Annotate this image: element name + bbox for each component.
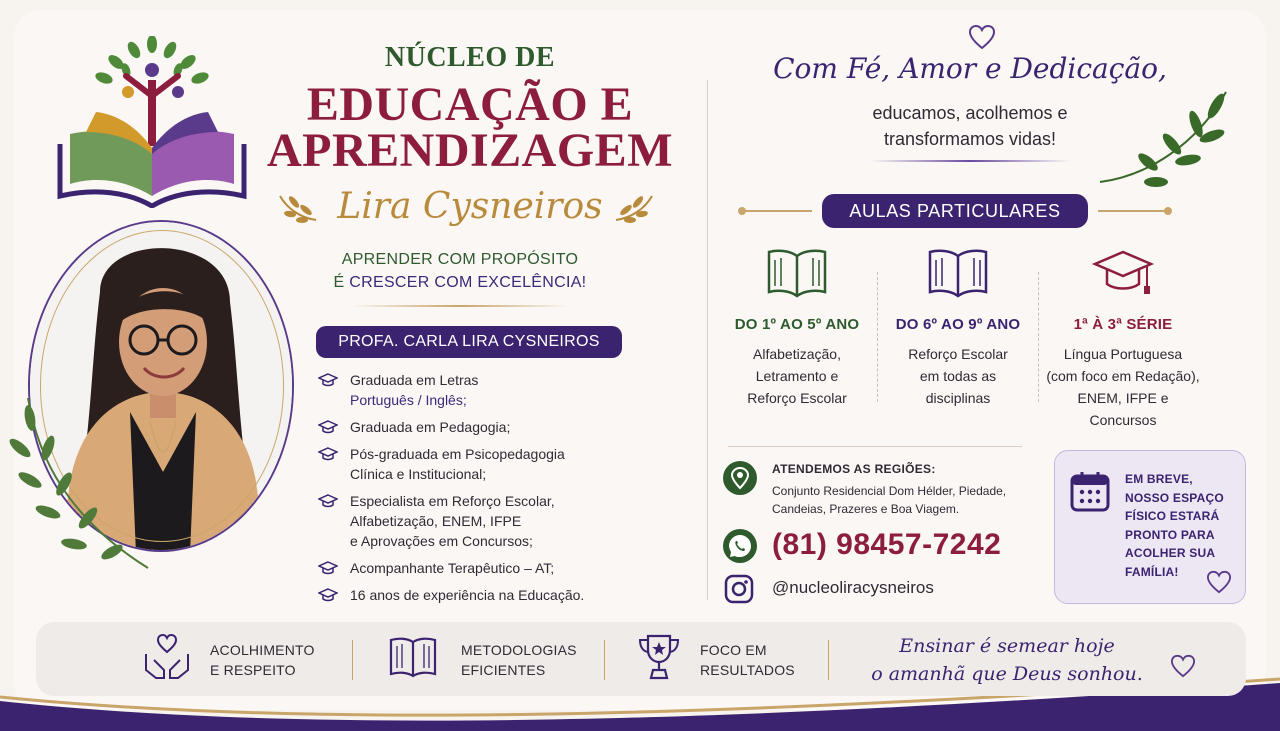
- graduation-cap-icon: [318, 587, 338, 603]
- credential-line: Clínica e Institucional;: [350, 466, 487, 482]
- tagline-line1: APRENDER COM PROPÓSITO: [341, 251, 579, 268]
- contact-divider: [728, 446, 1022, 447]
- motto-line1: educamos, acolhemos e: [872, 103, 1068, 123]
- brand-title-line2: APRENDIZAGEM: [266, 124, 673, 177]
- regions-title: ATENDEMOS AS REGIÕES:: [772, 462, 936, 476]
- graduation-cap-icon: [318, 372, 338, 388]
- credentials-list: [318, 370, 638, 612]
- soon-line: EM BREVE,: [1125, 472, 1193, 486]
- motto-title: Com Fé, Amor e Dedicação,: [773, 52, 1167, 85]
- tagline-divider: [350, 305, 570, 307]
- calendar-icon: [1070, 470, 1110, 512]
- class-column-divider: [1038, 272, 1039, 402]
- quote-line: Ensinar é semear hoje: [899, 635, 1115, 657]
- class-description: [717, 343, 877, 409]
- tagline-prefix: É: [333, 274, 350, 291]
- heart-outline-icon: [968, 24, 996, 50]
- credential-line: Graduada em Letras: [350, 372, 479, 388]
- teacher-name-badge: PROFA. CARLA LIRA CYSNEIROS: [316, 326, 622, 358]
- list-item: [318, 444, 638, 484]
- class-desc-line: disciplinas: [925, 390, 991, 406]
- tree-book-logo-icon: [56, 36, 248, 208]
- open-book-icon: [765, 246, 829, 302]
- soon-line: FÍSICO ESTARÁ: [1125, 509, 1220, 523]
- phone-number[interactable]: (81) 98457-7242: [772, 528, 1002, 561]
- class-desc-line: em todas as: [919, 368, 997, 384]
- class-description: [878, 343, 1038, 409]
- credential-line: Acompanhante Terapêutico – AT;: [350, 560, 555, 576]
- motto-divider: [870, 160, 1070, 162]
- aulas-line-right: [1098, 210, 1168, 212]
- aulas-ornament-right: [1164, 207, 1172, 215]
- feature-line: EFICIENTES: [461, 662, 546, 678]
- graduation-cap-icon: [318, 419, 338, 435]
- closing-quote: [862, 632, 1152, 688]
- list-item: [318, 491, 638, 551]
- instagram-handle[interactable]: @nucleoliracysneiros: [772, 578, 934, 597]
- list-item: [318, 558, 638, 578]
- soon-line: PRONTO PARA: [1125, 527, 1215, 542]
- list-item: [318, 585, 638, 605]
- heart-outline-icon: [1206, 570, 1232, 594]
- graduation-cap-icon: [318, 560, 338, 576]
- brand-title: [260, 78, 680, 177]
- class-desc-line: (com foco em Redação),: [1046, 368, 1200, 384]
- class-desc-line: Língua Portuguesa: [1063, 346, 1183, 362]
- regions-line: Candeias, Prazeres e Boa Viagem.: [772, 502, 960, 516]
- instagram-icon: [724, 574, 754, 604]
- hands-heart-icon: [142, 630, 192, 684]
- list-item: [318, 370, 638, 410]
- credential-line: Pós-graduada em Psicopedagogia: [350, 446, 565, 462]
- credential-line: Especialista em Reforço Escolar,: [350, 493, 555, 509]
- class-column-elementary: [717, 246, 877, 409]
- feature-line: RESULTADOS: [700, 662, 795, 678]
- location-pin-icon: [722, 460, 758, 496]
- feature-divider: [352, 640, 353, 680]
- class-column-highschool: [1043, 246, 1203, 431]
- feature-divider: [604, 640, 605, 680]
- regions-list: [772, 482, 1032, 518]
- class-desc-line: Concursos: [1089, 412, 1157, 428]
- feature-line: E RESPEITO: [210, 662, 296, 678]
- graduation-cap-icon: [318, 493, 338, 509]
- column-divider: [707, 80, 708, 600]
- open-book-icon: [388, 630, 438, 684]
- whatsapp-icon: [722, 528, 758, 564]
- feature-welcome: [210, 640, 315, 680]
- credential-line: 16 anos de experiência na Educação.: [350, 587, 585, 603]
- heart-outline-icon: [1170, 654, 1196, 678]
- class-column-middle: [878, 246, 1038, 409]
- trophy-icon: [634, 630, 684, 684]
- olive-branch-left-icon: [8, 388, 158, 578]
- tagline-line2: [300, 271, 620, 294]
- laurel-right-icon: [612, 188, 656, 228]
- feature-line: FOCO EM: [700, 642, 767, 658]
- soon-line: FAMÍLIA!: [1125, 564, 1179, 579]
- graduation-cap-icon: [1091, 246, 1155, 302]
- feature-line: METODOLOGIAS: [461, 642, 577, 658]
- feature-line: ACOLHIMENTO: [210, 642, 315, 658]
- quote-line: o amanhã que Deus sonhou.: [871, 663, 1143, 685]
- graduation-cap-icon: [318, 446, 338, 462]
- brand-top-line: NÚCLEO DE: [384, 42, 556, 73]
- class-description: [1043, 343, 1203, 431]
- aulas-line-left: [742, 210, 812, 212]
- motto-subtitle: [800, 100, 1140, 152]
- coming-soon-text: [1125, 470, 1235, 581]
- motto-line2: transformamos vidas!: [883, 129, 1057, 149]
- class-desc-line: Letramento e: [755, 368, 839, 384]
- class-desc-line: Reforço Escolar: [908, 346, 1008, 362]
- brand-script-name: Lira Cysneiros: [337, 186, 603, 227]
- feature-divider: [828, 640, 829, 680]
- credential-line: Graduada em Pedagogia;: [350, 419, 511, 435]
- regions-line: Conjunto Residencial Dom Hélder, Piedade,: [772, 484, 1007, 498]
- olive-branch-right-icon: [1096, 86, 1236, 196]
- feature-methods: [461, 640, 577, 680]
- class-desc-line: Alfabetização,: [753, 346, 841, 362]
- class-desc-line: Reforço Escolar: [747, 390, 847, 406]
- credential-line: Português / Inglês;: [350, 392, 467, 408]
- credential-line: e Aprovações em Concursos;: [350, 533, 533, 549]
- open-book-icon: [926, 246, 990, 302]
- tagline: [300, 248, 620, 294]
- brand-title-line1: EDUCAÇÃO E: [306, 78, 634, 131]
- class-level: 1ª À 3ª SÉRIE: [1073, 316, 1173, 333]
- soon-line: ACOLHER SUA: [1125, 546, 1216, 560]
- class-level: DO 1º AO 5º ANO: [734, 316, 860, 333]
- credential-line: Alfabetização, ENEM, IFPE: [350, 513, 522, 529]
- tagline-accent: CRESCER COM EXCELÊNCIA!: [349, 274, 587, 291]
- class-desc-line: ENEM, IFPE e: [1077, 390, 1169, 406]
- list-item: [318, 417, 638, 437]
- class-level: DO 6º AO 9º ANO: [895, 316, 1021, 333]
- soon-line: NOSSO ESPAÇO: [1125, 490, 1224, 505]
- feature-results: [700, 640, 795, 680]
- classes-badge: AULAS PARTICULARES: [822, 194, 1088, 228]
